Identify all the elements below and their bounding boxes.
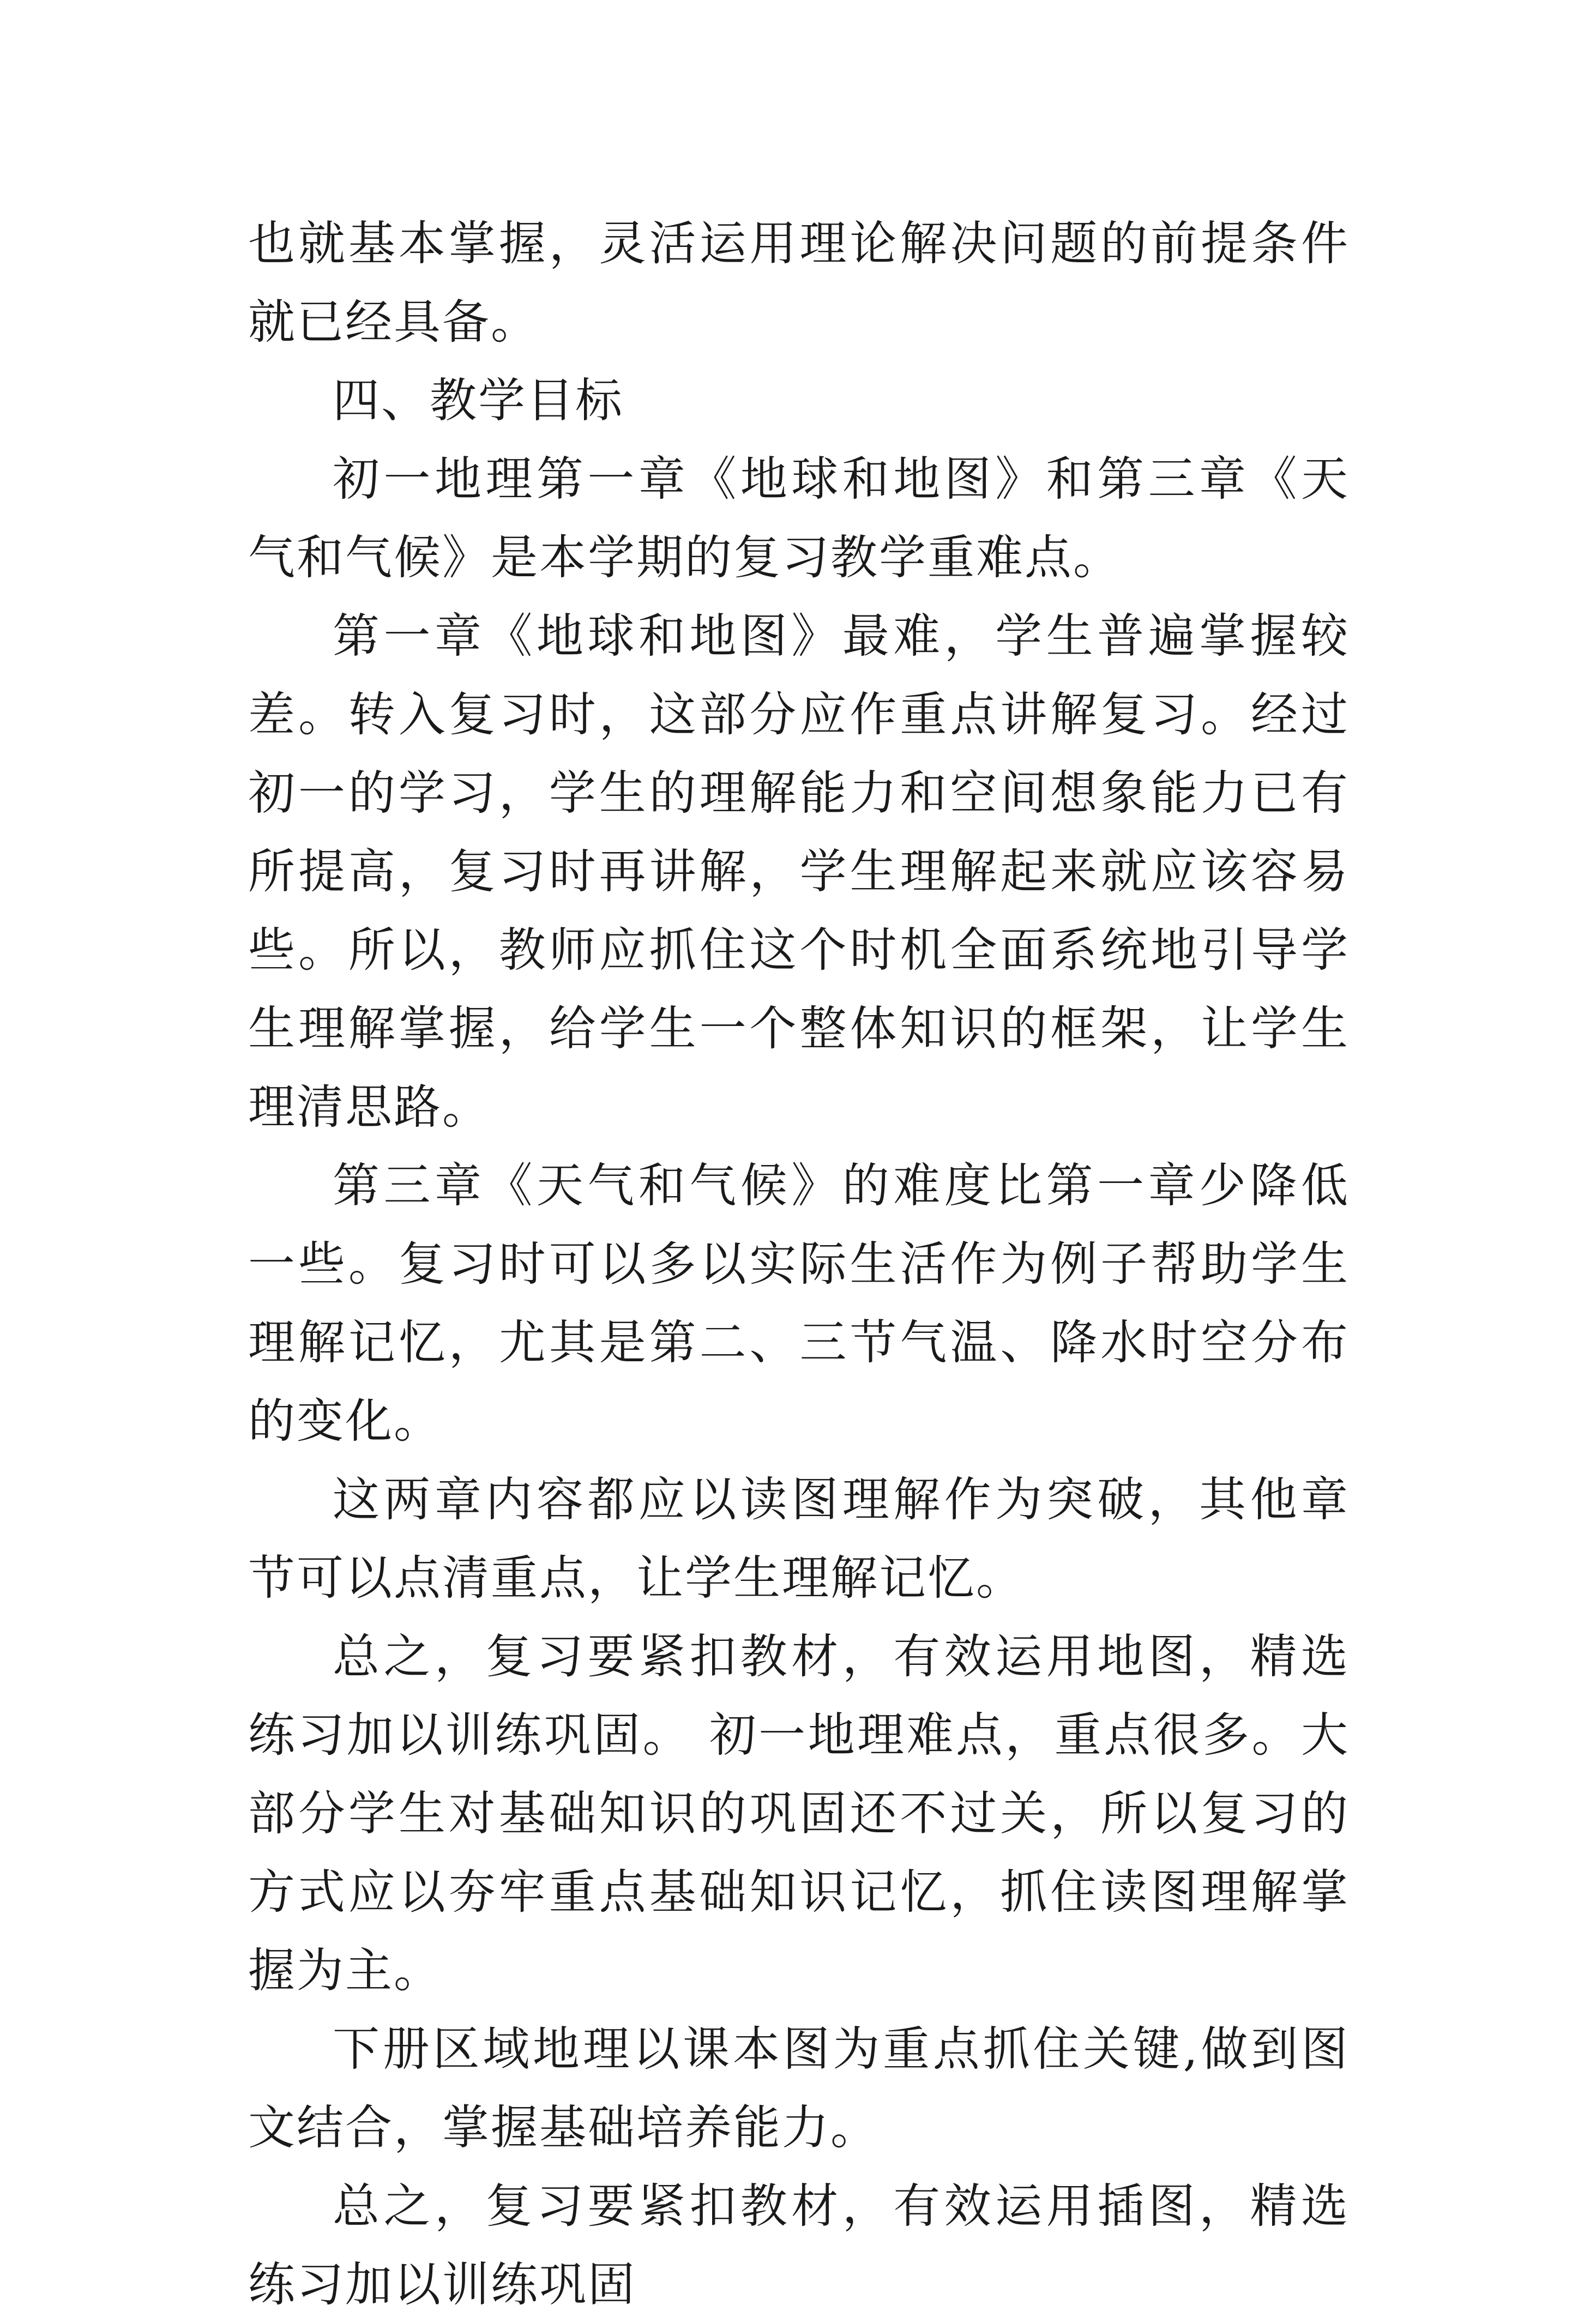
paragraph: 总之，复习要紧扣教材，有效运用插图，精选练习加以训练巩固 [248,2179,1350,2312]
paragraph: 初一地理第一章《地球和地图》和第三章《天气和气候》是本学期的复习教学重难点。 [248,452,1350,585]
paragraph: 也就基本掌握，灵活运用理论解决问题的前提条件就已经具备。 [248,216,1350,349]
paragraph: 总之，复习要紧扣教材，有效运用地图，精选练习加以训练巩固。 初一地理难点，重点很多。大部分学生对基础知识的巩固还不过关，所以复习的方式应以夯牢重点基础知识记忆，抓住读图理解掌握为主。 [248,1629,1350,1998]
paragraph: 第三章《天气和气候》的难度比第一章少降低一些。复习时可以多以实际生活作为例子帮助学生理解记忆，尤其是第二、三节气温、降水时空分布的变化。 [248,1158,1350,1448]
paragraph: 这两章内容都应以读图理解作为突破，其他章节可以点清重点，让学生理解记忆。 [248,1472,1350,1605]
paragraph: 第一章《地球和地图》最难，学生普遍掌握较差。转入复习时，这部分应作重点讲解复习。经过初一的学习，学生的理解能力和空间想象能力已有所提高，复习时再讲解，学生理解起来就应该容易些。所以，教师应抓住这个时机全面系统地引导学生理解掌握，给学生一个整体知识的框架，让学生理清思路。 [248,609,1350,1134]
document-body [248,204,1350,2324]
section-heading: 四、教学目标 [333,373,624,428]
paragraph: 下册区域地理以课本图为重点抓住关键,做到图文结合，掌握基础培养能力。 [248,2022,1350,2155]
